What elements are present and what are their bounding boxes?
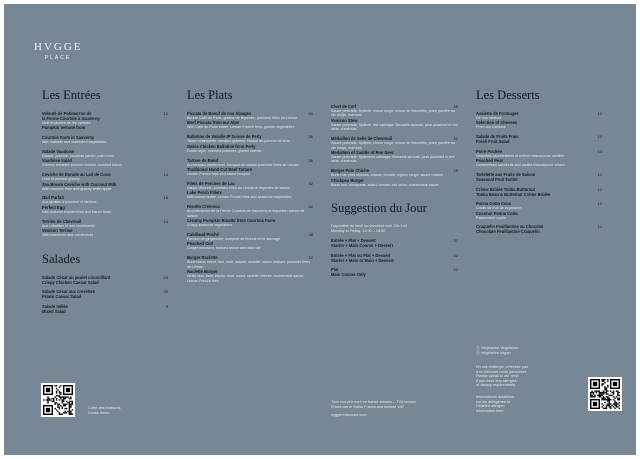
item-price: 13 (597, 148, 602, 154)
item-name-fr: Burger Pois Chiche (331, 168, 369, 174)
salades-title: Salades (42, 251, 81, 266)
item-price: 14 (163, 218, 168, 224)
menu-item (42, 304, 168, 314)
menu-item (187, 232, 313, 251)
menu-item (331, 136, 458, 164)
item-name-en: Prawn Caesar Salad (42, 294, 82, 300)
menu-item (42, 135, 168, 144)
item-name-fr: Piccata de Boeuf de nos Alpages (187, 111, 252, 116)
footer-website[interactable]: hyggerestaurant.com (331, 413, 367, 418)
allergy-note (476, 365, 528, 388)
menu-item (476, 187, 602, 197)
item-name-en: Starter + Main or Main + Dessert (331, 257, 394, 263)
item-price: 36 (308, 157, 313, 163)
allergy-line-4: if you have any allergies (476, 378, 517, 383)
item-price: 14 (163, 172, 168, 178)
brand-sub: PLACE (44, 55, 72, 61)
item-price: 32 (308, 204, 313, 210)
item-price: 29 (453, 168, 458, 174)
item-name-en: Chocolate Feuillantine Craquelin (476, 229, 540, 235)
item-price: 26 (163, 289, 168, 295)
salades-list (42, 275, 168, 314)
item-desc-fr: Fondue de gingembre, compoté de fenouil et riz sauvage (187, 236, 281, 241)
item-name-fr: Ceviche de Dorade au Lait de Coco (42, 172, 111, 178)
menu-item (476, 201, 602, 220)
menu-item (331, 238, 458, 248)
item-name-fr: Tartare de Bœuf (187, 157, 219, 163)
item-name-fr-cont: la Ferme Courtois à Sauverny (42, 116, 100, 121)
item-name-en: Venison Stew (331, 117, 358, 123)
item-price: 32 (453, 252, 458, 258)
column-plats-continued (331, 104, 458, 282)
desserts-list (476, 111, 602, 234)
item-name-en: Lake Perch Fillets (187, 190, 222, 196)
menu-item (42, 289, 168, 299)
item-name-en: Seasonal Fruit Tartlet (476, 177, 518, 183)
item-desc-fr: Au couteau traditionnel, bouquet de salade pommes frites du Léman (187, 162, 299, 167)
item-name-fr: Entrée + Plat ou Plat + Dessert (331, 252, 391, 258)
menu-item (331, 267, 458, 277)
item-price: 12 (163, 111, 168, 116)
item-price: 32 (308, 255, 313, 261)
legend-veg-fr: Végétarien (480, 346, 500, 350)
menu-item (187, 204, 313, 227)
menu-item (476, 172, 602, 182)
item-desc-en: White bun, beef, bacon, rösti, salad, raclette cheese, homemade sauce, Leman French fries (187, 274, 305, 283)
item-desc-fr: Buns noir, pois chiches, salade, tomate, oignon rouge, sauce maison (331, 173, 444, 178)
item-price: 12 (597, 201, 602, 207)
item-price: 12 (597, 186, 602, 192)
item-name-en: Mixed Salad (42, 308, 66, 314)
menu-item (331, 253, 458, 263)
item-desc-en: Sauce poivrade, Spätzle, red cabbage, Brussels sprouts, pear poached in red wine, chestnuts (331, 122, 458, 132)
item-name-en: Poached Pear (476, 158, 504, 164)
item-name-en: Sea Bream Ceviche with Coconut Milk (42, 181, 117, 187)
item-price: 12 (597, 111, 602, 116)
item-price: 38 (308, 231, 313, 237)
item-price: 52 (453, 136, 458, 142)
item-price: 18 (163, 195, 168, 201)
brand-logo (34, 42, 82, 61)
vegan-icon: Ⓥ (476, 350, 480, 355)
item-desc-en: Passionfruit coulis (476, 215, 506, 220)
item-desc-en: Leman French fries and salad bouquet (187, 172, 251, 177)
menu-item (187, 181, 313, 200)
allergen-qr-code[interactable] (588, 377, 622, 411)
item-price: 42 (308, 180, 313, 186)
item-name-fr: Terrine de Chevreuil (42, 218, 82, 224)
item-name-fr: Entrée + Plat + Dessert (331, 238, 376, 244)
footer-prices-fr: Tous nos prix sont en francs suisses – TVA incluse (331, 400, 416, 404)
item-desc-fr: Sauce citronné, pommes frites du Léman et légumes de saison (187, 185, 291, 190)
item-desc-en: Greens, breaded pomme cheese, smoked bacon (42, 163, 122, 168)
suggestion-intro-en: Monday to Friday, 12:00 – 14:00 (331, 228, 386, 233)
menu-item (187, 111, 313, 130)
item-desc-en: Sauce poivrade, Spätzleed cabbage, Brussels sprouts, pear poached in red wine, chestnuts (331, 154, 455, 164)
menu-item (42, 172, 168, 191)
item-name-en: Pumpkin Velouté from (42, 125, 86, 131)
menu-item (331, 168, 458, 187)
item-desc-en: With walnuts and marinated vegetables (42, 139, 107, 144)
item-name-en: Swiss Chicken Ballotine from Perly (187, 143, 256, 149)
suggestion-intro-fr: Disponible du lundi au vendredi midi 12h-14h (331, 224, 407, 229)
item-desc-fr: Sauce poivrade, Spätzle, choux rouge, choux de Bruxelles, poire pochée au vin rouge, marrons (331, 109, 456, 118)
item-desc-en: With lemon butter, Leman French fries and seasonal vegetables (187, 195, 292, 200)
diet-legend (476, 346, 518, 355)
item-name-fr: Panna Cotta Coco (476, 201, 512, 207)
item-desc-en: Rustic style, mashed potatoes, glazed carrots (187, 148, 262, 153)
item-name-fr: Ballotine de Volaille IP Suisse de Perly (187, 134, 262, 140)
item-name-fr: Œuf Parfait (42, 195, 64, 201)
item-price: 40 (308, 111, 313, 116)
menu-item (187, 158, 313, 177)
item-name-en: Traditional Hand-Cut Beef Tartare (187, 167, 252, 173)
legend-vegan-fr: Végétalien (480, 350, 499, 355)
allergy-line-1: En cas d'allergie, n'hésitez pas (476, 365, 528, 369)
entrees-list (42, 111, 168, 238)
item-desc-fr: Au potimarron de la Ferme Courtois de Sauverny et légumes racines de saison (187, 209, 305, 218)
legend-vegan-en: Vegan (499, 350, 511, 355)
item-name-fr: Crème Brûlée Tonka Butternut (476, 186, 536, 192)
item-name-en: Beef Piccata from our Alps (187, 120, 240, 126)
item-price: 24 (163, 274, 168, 280)
item-name-fr: Salade mêlée (42, 303, 68, 309)
footer-prices (331, 400, 416, 418)
item-name-fr: Plat (331, 267, 339, 273)
item-name-fr: Burger Raclette (187, 255, 218, 261)
item-name-en: Venison Terrine (42, 228, 73, 234)
item-desc-en: With hazelnuts and condiments (42, 233, 94, 238)
item-name-fr: Courtois Farm in Sauverny (42, 134, 95, 140)
menu-item (42, 219, 168, 238)
item-name-fr: Assiette de Fromages (476, 111, 519, 116)
suggestion-title: Suggestion du Jour (331, 201, 427, 216)
item-desc-fr: Lime et pomme granny (42, 177, 80, 182)
item-desc-fr: Noix et pickles de les Lymbes (42, 121, 91, 125)
menu-item (476, 149, 602, 168)
drinks-qr-caption-fr: Carte des boissons (88, 406, 121, 410)
item-desc-en: Crispy seasonal vegetables (187, 223, 233, 228)
menu-item (42, 149, 168, 168)
item-name-fr: Civet de Cerf (331, 104, 357, 109)
allergen-info-line-1: Informations détaillées (476, 395, 514, 399)
drinks-qr-caption-en: Drinks menu (88, 410, 110, 415)
item-name-en: Starter + Main Course + Dessert (331, 243, 394, 249)
item-desc-en: With autumn chanterelles and bacon foam (42, 209, 112, 214)
item-name-fr: Tartelette aux Fruits de Saison (476, 172, 536, 178)
item-name-en: Crispy Chicken Caesar Salad (42, 279, 99, 285)
menu-item (187, 255, 313, 283)
item-desc-fr: Sauce poivrade, Spätzle, choux rouge, choux de Bruxelles, poire pochée au vin rouge, marrons (331, 141, 456, 150)
item-price: 45 (453, 104, 458, 109)
menu-page (4, 4, 636, 455)
brand-name: HVGGE (34, 41, 83, 53)
item-name-en: Tonka Bean & Butternut Crème Brûlée (476, 191, 551, 197)
column-entrees (42, 88, 168, 318)
item-name-fr: Risotto Crémeux (187, 204, 220, 210)
menu-item (476, 111, 602, 130)
item-name-en: Perfect Egg (42, 204, 65, 210)
item-desc-en: Black bun, chickpeas, salad, tomato, red onion, homemade sauce (331, 182, 439, 187)
item-desc-fr: De nos cantons (476, 116, 502, 120)
item-name-fr: Velouté de Potimarron de (42, 111, 92, 116)
legend-veg-en: Vegetarian (500, 346, 519, 350)
item-name-en: Poached Cod (187, 241, 214, 247)
menu-item (42, 195, 168, 214)
item-name-fr: Salade Vaudoise (42, 148, 75, 154)
allergen-info-line-4: information here (476, 408, 504, 413)
item-name-fr: Salade de Fruits Frais (476, 134, 519, 140)
desserts-title: Les Desserts (476, 88, 540, 102)
item-desc-fr: Noisettes caramélisées et crème mascarpone vanillée (476, 153, 565, 158)
item-price: 9 (165, 303, 168, 309)
allergy-line-5: or dietary requirements. (476, 383, 517, 388)
column-desserts (476, 88, 602, 239)
item-name-en: Creamy Pumpkin Risotto from Courtois Farm (187, 218, 276, 224)
plats2-list (331, 104, 458, 187)
item-name-fr: Médaillon de Selle de Chevreuil (331, 136, 393, 142)
formula-list (331, 238, 458, 277)
item-desc-en: Caramelised hazelnuts and vanilla mascarpone cream (476, 163, 565, 168)
item-desc-en: With Cafe de Paris butter, Leman French fries, garden vegetables (187, 125, 295, 130)
drinks-qr-code[interactable] (41, 383, 75, 417)
item-desc-en: Ginger emulsion, braised fennel and wild rice (187, 246, 261, 251)
item-price: 10 (597, 134, 602, 140)
item-name-fr: Cabillaud Poché (187, 231, 219, 237)
item-price: 22 (453, 267, 458, 273)
item-desc-fr: Buns blanc, bœuf, lard, rosti, salade, raclette, sauce maison, pommes frites du Léman (187, 260, 311, 269)
entrees-title: Les Entrées (42, 88, 101, 102)
menu-item (42, 111, 168, 130)
item-name-fr: Salade César aux crevettes (42, 289, 96, 295)
item-name-en: Raclette Burger (187, 269, 218, 275)
item-name-en: Coconut Penna Cotta (476, 210, 518, 216)
item-desc-fr: Aux girolles d'automne et lardons (42, 200, 97, 205)
item-name-en: Main Course Only (331, 272, 366, 278)
vegetarian-icon: Ⓥ (476, 346, 480, 350)
item-price: 14 (597, 172, 602, 178)
item-name-fr: Poire Pochée (476, 148, 502, 154)
menu-item (476, 134, 602, 144)
item-name-fr: Filets de Perches de Lac (187, 180, 235, 186)
menu-item (476, 224, 602, 234)
item-name-en: Fresh Fruit Salad (476, 139, 510, 145)
menu-item (331, 104, 458, 132)
item-name-en: Selection of Cheeses (476, 120, 518, 126)
column-plats (187, 88, 313, 287)
item-name-fr: Craquelin Feuillantine au Chocolat (476, 224, 544, 230)
item-desc-fr: Salade, pomme, saucisse panée, pain fume (42, 153, 114, 158)
item-desc-fr: Yaourt champêtre, carottes glacées, écrasé de pomme de terre (187, 139, 291, 144)
item-desc-en: From our Cantons (476, 125, 506, 130)
allergen-info-line-2: sur les allergènes ici (476, 399, 511, 404)
drinks-qr-caption (88, 406, 121, 415)
item-price: 14 (597, 224, 602, 230)
allergy-line-2: à en informer notre personnel. (476, 369, 527, 374)
item-desc-fr: Beurre Café de Paris, gratins de légumes, pommes frites du Léman (187, 116, 298, 120)
allergen-info (476, 395, 514, 413)
plats-title: Les Plats (187, 88, 233, 102)
footer-prices-en: Prices are in Swiss Francs and include VAT (331, 404, 405, 409)
item-price: 37 (453, 238, 458, 244)
item-desc-fr: Coulis de fruit de la passion (476, 206, 522, 211)
item-price: 36 (308, 134, 313, 140)
allergen-info-line-3: Detailed allergen (476, 404, 505, 409)
menu-item (187, 134, 313, 153)
item-name-en: Medallion of Saddle of Roe Deer (331, 149, 394, 155)
item-name-en: Chickpea Burger (331, 177, 364, 183)
item-desc-fr: Aux noisettes et ses condiments (42, 223, 95, 228)
plats-list (187, 111, 313, 283)
item-desc-en: With coconut, lime and granny smith apple (42, 186, 112, 191)
item-name-en: Vaudoise Salad (42, 158, 73, 164)
allergy-line-3: Please speak to our crew (476, 374, 519, 379)
menu-item (42, 275, 168, 285)
item-name-fr: Salade César au poulet croustillant (42, 274, 111, 280)
